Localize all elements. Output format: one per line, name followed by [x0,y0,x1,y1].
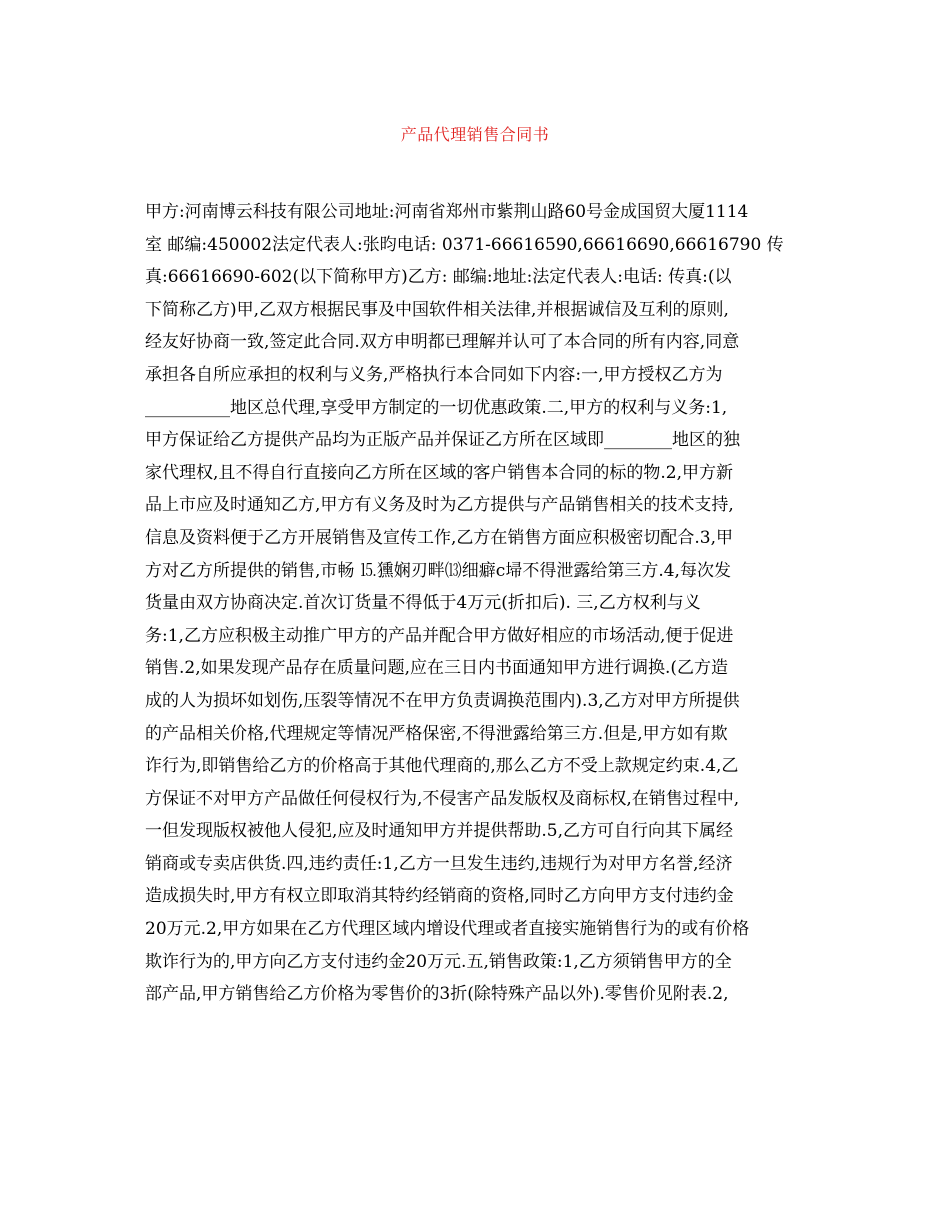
body-line: 欺诈行为的,甲方向乙方支付违约金20万元.五,销售政策:1,乙方须销售甲方的全 [145,951,732,972]
body-line: 甲方:河南博云科技有限公司地址:河南省郑州市紫荆山路60号金成国贸大厦1114 [145,202,749,222]
body-line: 成的人为损坏如划伤,压裂等情况不在甲方负责调换范围内).3,乙方对甲方所提供 [145,690,740,711]
body-line: 诈行为,即销售给乙方的价格高于其他代理商的,那么乙方不受上款规定约束.4,乙 [145,756,739,777]
body-line: 甲方保证给乙方提供产品均为正版产品并保证乙方所在区域即________地区的独 [145,430,740,451]
body-line: 真:66616690-602(以下简称甲方)乙方: 邮编:地址:法定代表人:电话: 传真:(以 [145,267,732,288]
body-line: __________地区总代理,享受甲方制定的一切优惠政策.二,甲方的权利与义务:1, [145,397,728,418]
body-line: 部产品,甲方销售给乙方价格为零售价的3折(除特殊产品以外).零售价见附表.2, [145,984,729,1005]
body-line: 方对乙方所提供的销售,市畅 ⒖獯娴刃畔⒀细癖c埽不得泄露给第三方.4,每次发 [145,560,731,581]
body-line: 方保证不对甲方产品做任何侵权行为,不侵害产品发版权及商标权,在销售过程中, [145,788,740,809]
body-line: 室 邮编:450002法定代表人:张昀电话: 0371-66616590,66616690,66616790 传 [145,234,784,255]
body-line: 家代理权,且不得自行直接向乙方所在区域的客户销售本合同的标的物.2,甲方新 [145,462,734,483]
body-line: 一但发现版权被他人侵犯,应及时通知甲方并提供帮助.5,乙方可自行向其下属经 [145,821,734,842]
body-line: 品上市应及时通知乙方,甲方有义务及时为乙方提供与产品销售相关的技术支持, [145,495,734,516]
body-line: 经友好协商一致,签定此合同.双方申明都已理解并认可了本合同的所有内容,同意 [145,332,740,353]
body-line: 承担各自所应承担的权利与义务,严格执行本合同如下内容:一,甲方授权乙方为 [145,364,723,385]
body-line: 务:1,乙方应积极主动推广甲方的产品并配合甲方做好相应的市场活动,便于促进 [145,625,734,646]
body-line: 的产品相关价格,代理规定等情况严格保密,不得泄露给第三方.但是,甲方如有欺 [145,723,728,744]
body-line: 下简称乙方)甲,乙双方根据民事及中国软件相关法律,并根据诚信及互利的原则, [145,299,729,320]
body-line: 销商或专卖店供货.四,违约责任:1,乙方一旦发生违约,违规行为对甲方名誉,经济 [145,853,733,874]
body-line: 销售.2,如果发现产品存在质量问题,应在三日内书面通知甲方进行调换.(乙方造 [145,658,729,679]
document-title: 产品代理销售合同书 [400,125,550,144]
document-body [145,196,815,1011]
body-line: 信息及资料便于乙方开展销售及宣传工作,乙方在销售方面应积极密切配合.3,甲 [145,527,734,548]
body-line: 20万元.2,甲方如果在乙方代理区域内增设代理或者直接实施销售行为的或有价格 [145,919,750,940]
body-line: 造成损失时,甲方有权立即取消其特约经销商的资格,同时乙方向甲方支付违约金 [145,886,734,907]
body-line: 货量由双方协商决定.首次订货量不得低于4万元(折扣后). 三,乙方权利与义 [145,593,701,614]
